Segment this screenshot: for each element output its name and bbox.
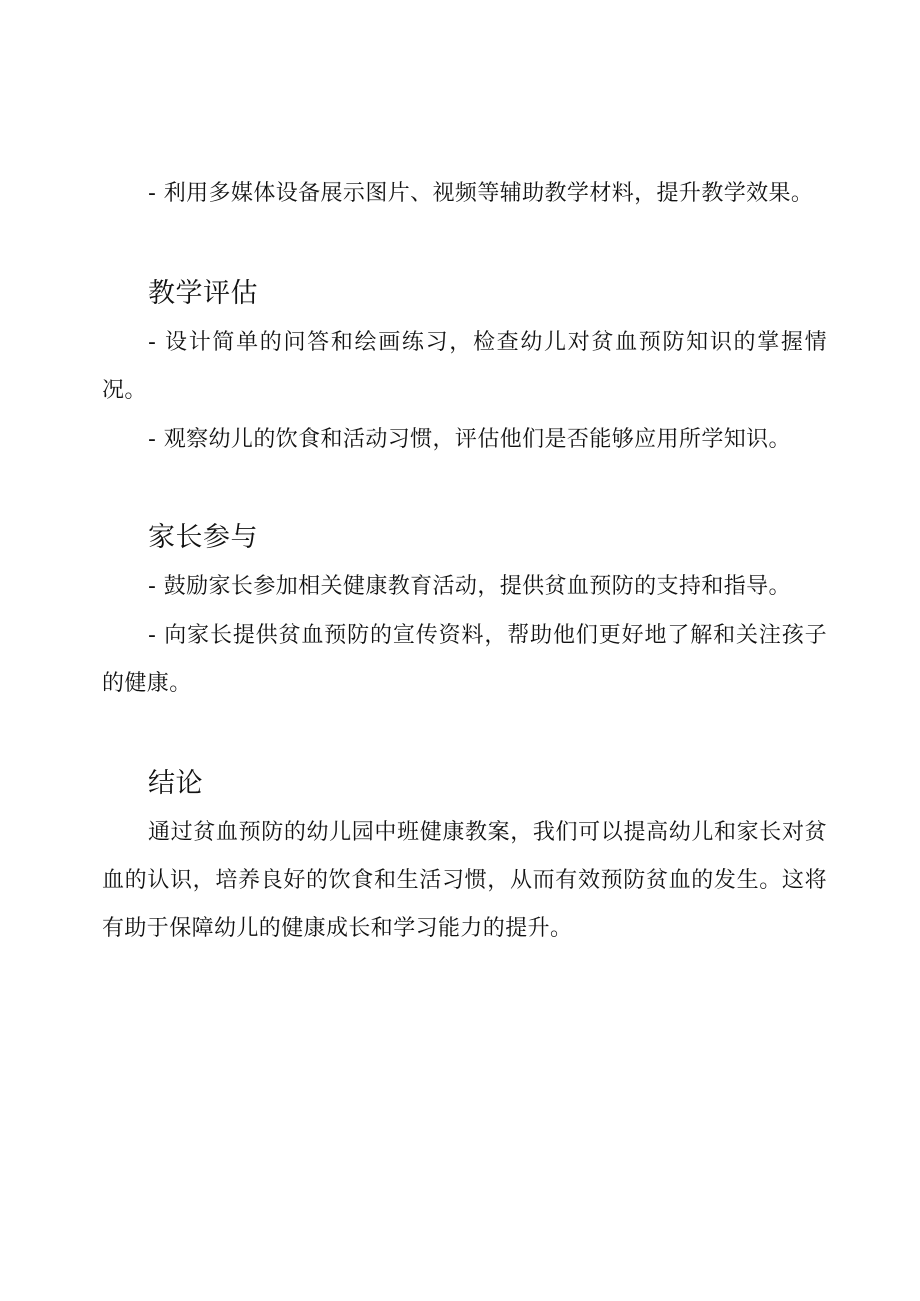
paragraph-evaluation-quiz: - 设计简单的问答和绘画练习，检查幼儿对贫血预防知识的掌握情况。 bbox=[102, 330, 827, 403]
paragraph-conclusion: 通过贫血预防的幼儿园中班健康教案，我们可以提高幼儿和家长对贫血的认识，培养良好的饮食和生活习惯，从而有效预防贫血的发生。这将有助于保障幼儿的健康成长和学习能力的提升。 bbox=[102, 820, 827, 941]
heading-parent-participation: 家长参与 bbox=[148, 522, 258, 553]
paragraph-parent-activities: - 鼓励家长参加相关健康教育活动，提供贫血预防的支持和指导。 bbox=[148, 574, 791, 599]
heading-teaching-evaluation: 教学评估 bbox=[148, 278, 258, 309]
heading-conclusion: 结论 bbox=[148, 768, 203, 799]
paragraph-parent-materials: - 向家长提供贫血预防的宣传资料，帮助他们更好地了解和关注孩子的健康。 bbox=[102, 623, 827, 696]
paragraph-evaluation-observe: - 观察幼儿的饮食和活动习惯，评估他们是否能够应用所学知识。 bbox=[148, 427, 791, 452]
paragraph-multimedia: - 利用多媒体设备展示图片、视频等辅助教学材料，提升教学效果。 bbox=[148, 181, 814, 206]
